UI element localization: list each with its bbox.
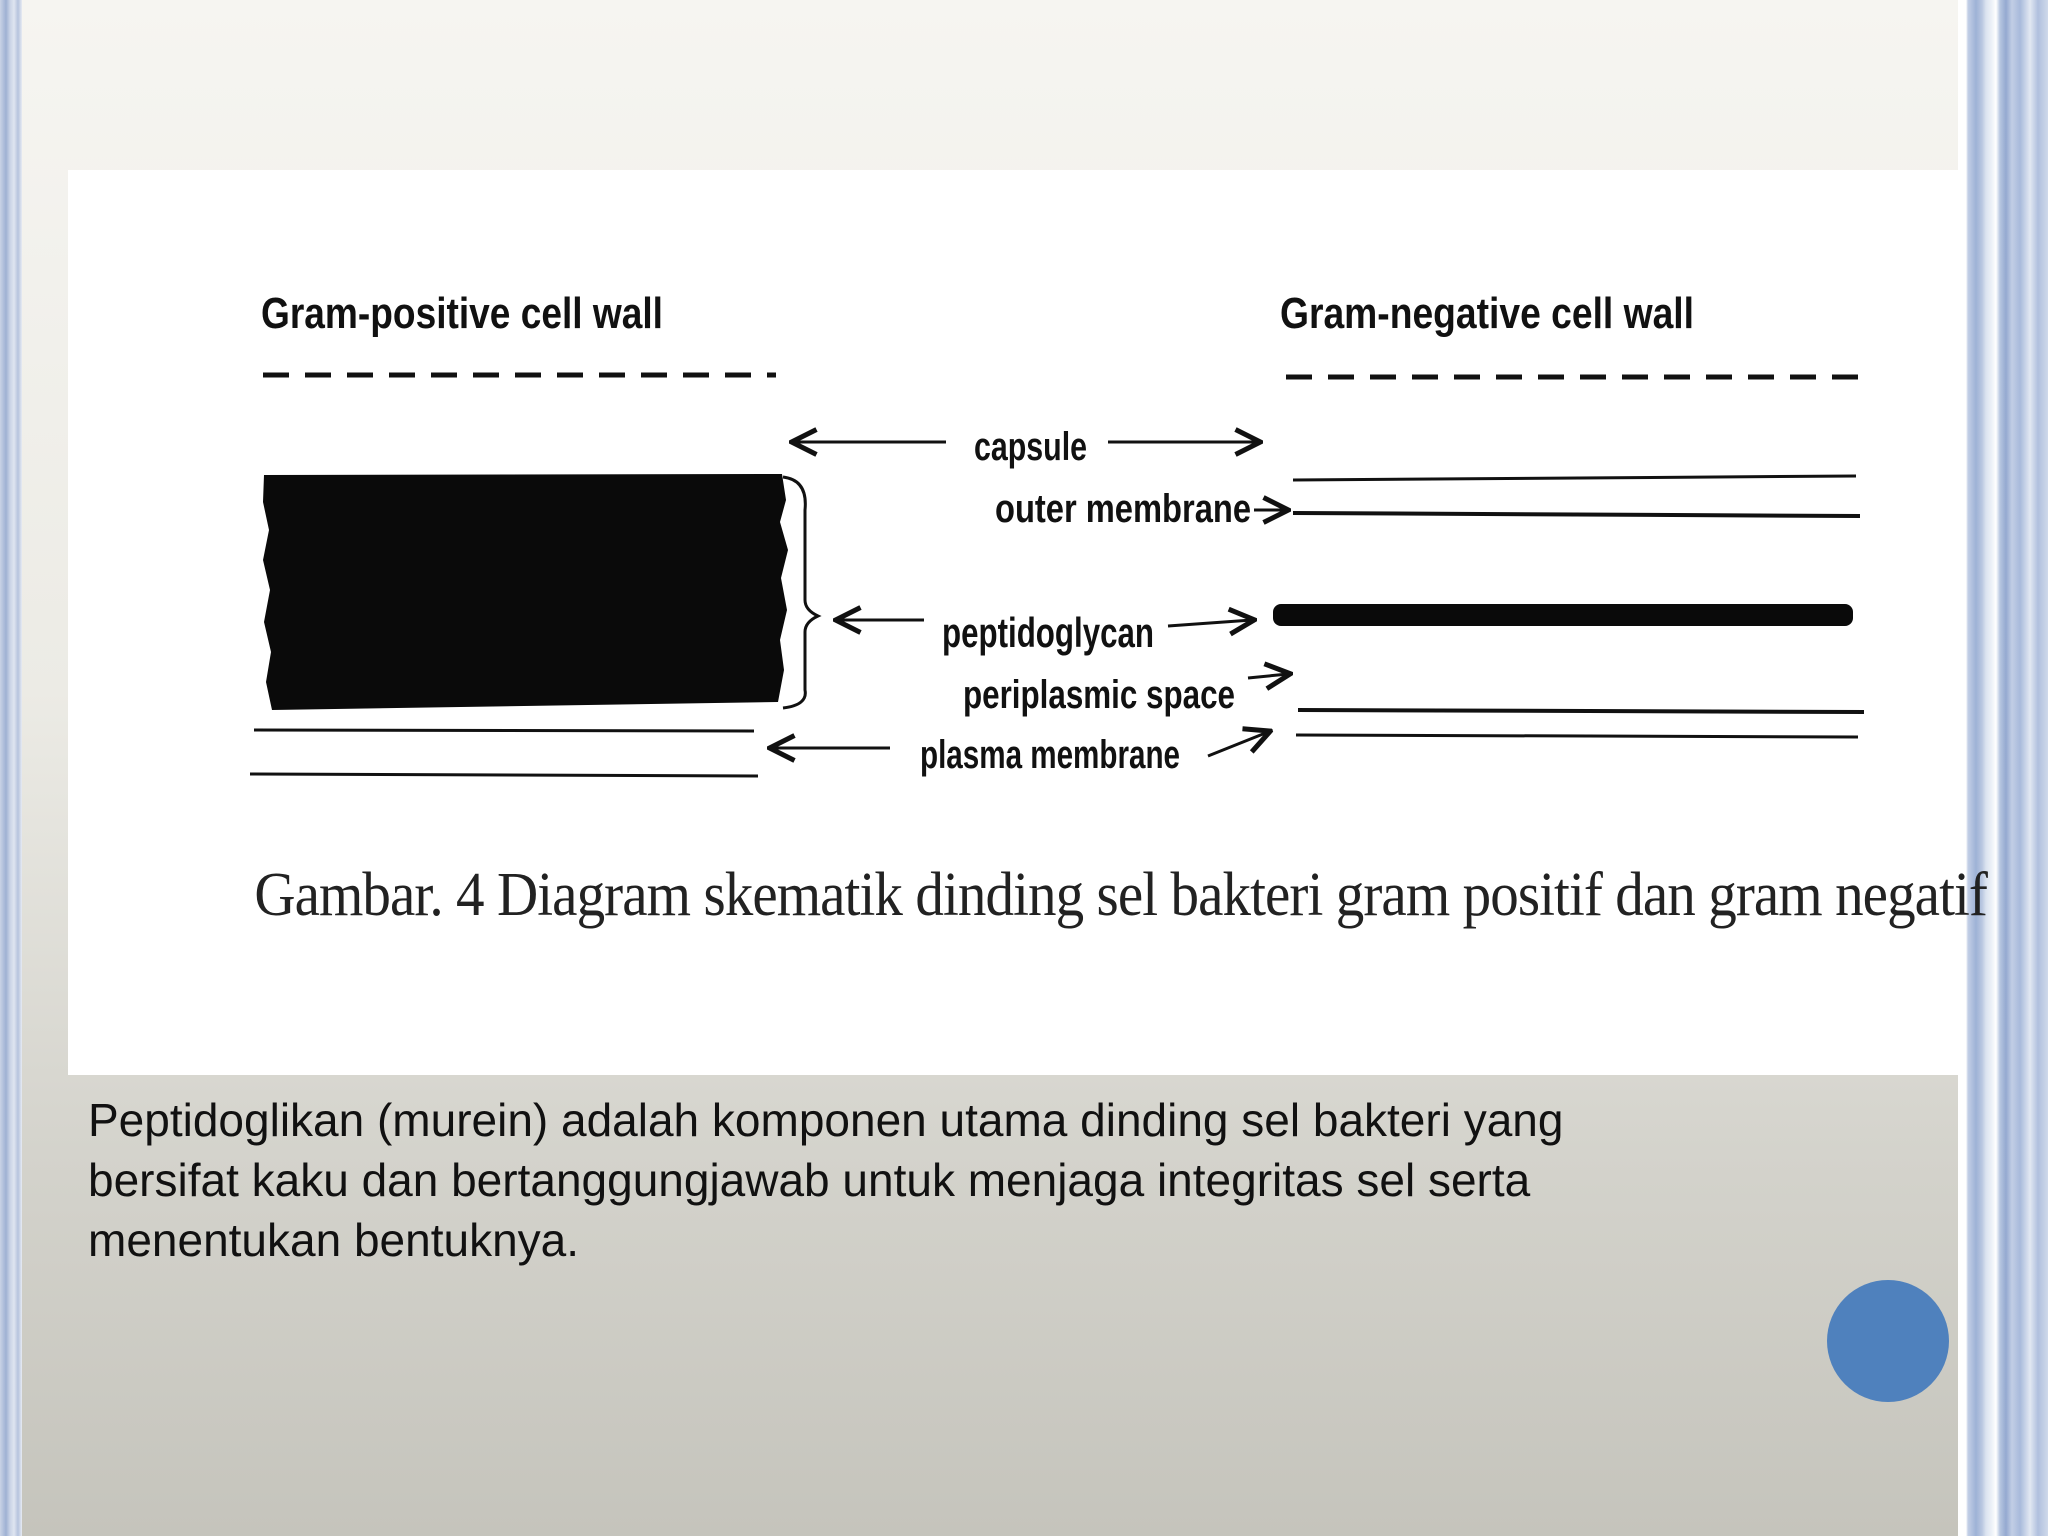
slide-border-right [1958, 0, 2048, 1536]
peptidoglycan-arrow-right [1168, 620, 1252, 626]
body-line: Peptidoglikan (murein) adalah komponen utama dinding sel bakteri yang [88, 1094, 1564, 1146]
label-periplasmic-space: periplasmic space [963, 673, 1235, 717]
label-peptidoglycan: peptidoglycan [942, 609, 1154, 656]
body-line: menentukan bentuknya. [88, 1214, 580, 1266]
body-line: bersifat kaku dan bertanggungjawab untuk menjaga integritas sel serta [88, 1154, 1531, 1206]
body-paragraph [88, 1090, 1808, 1270]
cell-wall-diagram [68, 170, 1988, 1075]
label-capsule: capsule [974, 425, 1087, 469]
gram-positive-membrane-line-2 [250, 774, 758, 776]
gram-positive-membrane-line-1 [254, 730, 754, 731]
gram-negative-peptidoglycan-layer [1273, 604, 1853, 626]
gram-negative-plasma-membrane-line-2 [1296, 735, 1858, 737]
cell-wall-figure [68, 170, 1988, 1075]
gram-negative-outer-membrane-line-2 [1293, 513, 1860, 516]
gram-positive-title: Gram-positive cell wall [261, 289, 663, 338]
slide-border-left [0, 0, 22, 1536]
periplasmic-space-arrow [1248, 674, 1288, 678]
figure-caption: Gambar. 4 Diagram skematik dinding sel bakteri gram positif dan gram negatif [254, 861, 1988, 929]
plasma-membrane-arrow-right [1208, 732, 1268, 756]
gram-positive-bracket [783, 477, 818, 708]
label-plasma-membrane: plasma membrane [920, 733, 1180, 777]
gram-negative-title: Gram-negative cell wall [1280, 289, 1694, 338]
gram-positive-peptidoglycan-layer [263, 474, 788, 710]
gram-negative-plasma-membrane-line-1 [1298, 710, 1864, 712]
label-outer-membrane: outer membrane [995, 487, 1251, 531]
slide-nav-dot[interactable] [1827, 1280, 1949, 1402]
gram-negative-outer-membrane-line-1 [1293, 476, 1856, 480]
